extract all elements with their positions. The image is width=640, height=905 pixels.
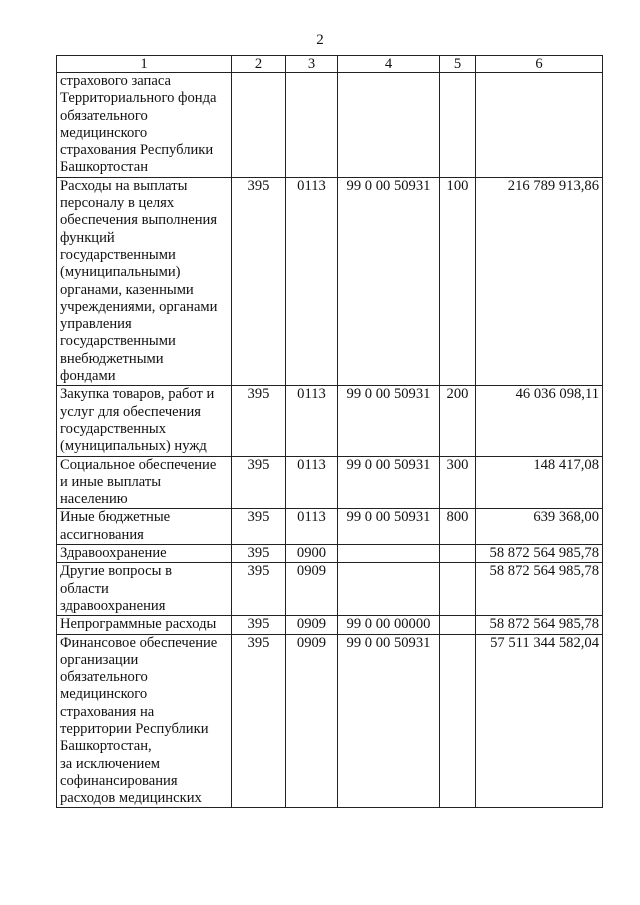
column-header: 6 xyxy=(476,56,603,73)
expense-name-cell: Иные бюджетные ассигнования xyxy=(57,509,232,545)
admin-code-cell xyxy=(232,73,286,178)
column-header: 3 xyxy=(286,56,338,73)
table-row xyxy=(57,563,603,616)
amount-cell: 639 368,00 xyxy=(476,509,603,545)
target-article-cell xyxy=(338,563,440,616)
page-number: 2 xyxy=(316,32,324,48)
amount-cell: 58 872 564 985,78 xyxy=(476,545,603,563)
admin-code-cell: 395 xyxy=(232,545,286,563)
target-article-cell: 99 0 00 50931 xyxy=(338,456,440,509)
target-article-cell: 99 0 00 50931 xyxy=(338,509,440,545)
expense-name-cell: Другие вопросы в области здравоохранения xyxy=(57,563,232,616)
table-row xyxy=(57,456,603,509)
table-row xyxy=(57,73,603,178)
table-row xyxy=(57,634,603,808)
admin-code-cell: 395 xyxy=(232,563,286,616)
expense-name-cell: Закупка товаров, работ и услуг для обеспечения государственных (муниципальных) нужд xyxy=(57,386,232,456)
target-article-cell: 99 0 00 50931 xyxy=(338,177,440,386)
section-code-cell: 0909 xyxy=(286,563,338,616)
target-article-cell xyxy=(338,73,440,178)
expense-type-cell xyxy=(440,563,476,616)
amount-cell: 148 417,08 xyxy=(476,456,603,509)
target-article-cell: 99 0 00 50931 xyxy=(338,386,440,456)
expense-type-cell xyxy=(440,545,476,563)
admin-code-cell: 395 xyxy=(232,634,286,808)
admin-code-cell: 395 xyxy=(232,456,286,509)
table-row xyxy=(57,386,603,456)
admin-code-cell: 395 xyxy=(232,616,286,634)
header-row xyxy=(57,56,603,73)
section-code-cell: 0113 xyxy=(286,386,338,456)
amount-cell: 216 789 913,86 xyxy=(476,177,603,386)
table-row xyxy=(57,545,603,563)
amount-cell: 58 872 564 985,78 xyxy=(476,563,603,616)
admin-code-cell: 395 xyxy=(232,177,286,386)
section-code-cell: 0900 xyxy=(286,545,338,563)
admin-code-cell: 395 xyxy=(232,386,286,456)
section-code-cell xyxy=(286,73,338,178)
admin-code-cell: 395 xyxy=(232,509,286,545)
table-row xyxy=(57,509,603,545)
expense-name-cell: страхового запаса Территориального фонда обязательного медицинского страхования Республики Башкортостан xyxy=(57,73,232,178)
expense-type-cell: 300 xyxy=(440,456,476,509)
expense-type-cell xyxy=(440,73,476,178)
table-row xyxy=(57,616,603,634)
section-code-cell: 0113 xyxy=(286,177,338,386)
expense-name-cell: Здравоохранение xyxy=(57,545,232,563)
expense-type-cell: 100 xyxy=(440,177,476,386)
amount-cell xyxy=(476,73,603,178)
expense-type-cell xyxy=(440,634,476,808)
target-article-cell: 99 0 00 00000 xyxy=(338,616,440,634)
section-code-cell: 0909 xyxy=(286,634,338,808)
expense-type-cell: 200 xyxy=(440,386,476,456)
section-code-cell: 0113 xyxy=(286,456,338,509)
expense-name-cell: Непрограммные расходы xyxy=(57,616,232,634)
target-article-cell: 99 0 00 50931 xyxy=(338,634,440,808)
amount-cell: 58 872 564 985,78 xyxy=(476,616,603,634)
amount-cell: 46 036 098,11 xyxy=(476,386,603,456)
expense-type-cell: 800 xyxy=(440,509,476,545)
section-code-cell: 0909 xyxy=(286,616,338,634)
column-header: 2 xyxy=(232,56,286,73)
column-header: 1 xyxy=(57,56,232,73)
budget-table xyxy=(56,55,603,808)
amount-cell: 57 511 344 582,04 xyxy=(476,634,603,808)
column-header: 5 xyxy=(440,56,476,73)
table-row xyxy=(57,177,603,386)
expense-name-cell: Социальное обеспечение и иные выплаты населению xyxy=(57,456,232,509)
target-article-cell xyxy=(338,545,440,563)
column-header: 4 xyxy=(338,56,440,73)
expense-name-cell: Расходы на выплаты персоналу в целях обеспечения выполнения функций государственными (муниципальными) органами, казенными учреждениями, органами управления государственными внебюджетными фондами xyxy=(57,177,232,386)
section-code-cell: 0113 xyxy=(286,509,338,545)
expense-type-cell xyxy=(440,616,476,634)
expense-name-cell: Финансовое обеспечение организации обязательного медицинского страхования на территории Республики Башкортостан, за исключением софинансирования расходов медицинских xyxy=(57,634,232,808)
